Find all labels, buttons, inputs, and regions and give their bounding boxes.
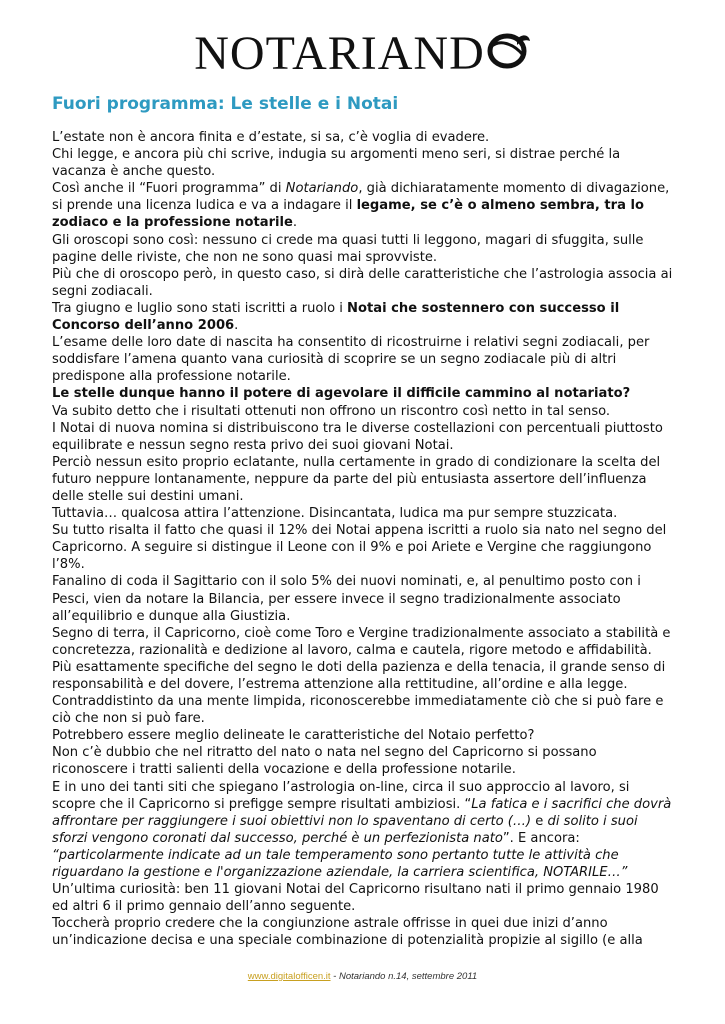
- text-run: Perciò nessun esito proprio eclatante, nulla certamente in grado di condizionare la scelta del futuro neppure lontanamente, neppure da parte del più entusiasta assertore dell’influenza delle stelle sui destini umani.: [52, 454, 661, 504]
- text-run: Su tutto risalta il fatto che quasi il 12% dei Notai appena iscritti a ruolo sia nato nel segno del Capricorno. A seguire si distingue il Leone con il 9% e poi Ariete e Vergine che raggiungono l’8%.: [52, 523, 667, 573]
- text-run: Così anche il “Fuori programma” di: [52, 181, 286, 197]
- paragraph: [52, 625, 674, 728]
- paragraph: [52, 454, 674, 505]
- text-run: , già dichiaratamente momento di divagazione, si prende una licenza ludica e va a indagare il: [52, 181, 670, 214]
- text-run: Notai che sostennero con successo il Concorso dell’anno 2006: [52, 300, 620, 334]
- text-run: Le stelle dunque hanno il potere di agevolare il difficile cammino al notariato?: [52, 386, 631, 402]
- paragraph: [52, 180, 674, 231]
- text-run: L’esame delle loro date di nascita ha consentito di ricostruirne i relativi segni zodiacali, per soddisfare l’amena quanto vana curiosità di scoprire se un segno zodiacale più di altri predispone alla professione notarile.: [52, 335, 650, 385]
- text-run: Va subito detto che i risultati ottenuti non offrono un riscontro così netto in tal senso.: [52, 403, 611, 419]
- text-run: Un’ultima curiosità: ben 11 giovani Notai del Capricorno risultano nati il primo gennaio 1980 ed altri 6 il primo gennaio dell’anno seguente.: [52, 882, 659, 915]
- paragraph: [52, 744, 674, 778]
- paragraph: [52, 573, 674, 624]
- text-run: Gli oroscopi sono così: nessuno ci crede ma quasi tutti li leggono, magari di sfuggita, sulle pagine delle riviste, che non ne sono quasi mai sprovviste.: [52, 232, 644, 265]
- text-run: I Notai di nuova nomina si distribuiscono tra le diverse costellazioni con percentuali piuttosto equilibrate e nessun segno resta privo dei suoi giovani Notai.: [52, 420, 663, 453]
- text-run: Tuttavia… qualcosa attira l’attenzione. Disincantata, ludica ma pur sempre stuzzicata.: [52, 506, 618, 522]
- paragraph: [52, 881, 674, 915]
- paragraph: [52, 300, 674, 334]
- paragraph: [52, 266, 674, 300]
- text-run: Chi legge, e ancora più chi scrive, indugia su argomenti meno seri, si distrae perché la vacanza è anche questo.: [52, 147, 621, 180]
- paragraph: [52, 129, 674, 146]
- paragraph: [52, 385, 674, 402]
- paragraph: [52, 522, 674, 573]
- text-run: Più che di oroscopo però, in questo caso, si dirà delle caratteristiche che l’astrologia associa ai segni zodiacali.: [52, 266, 673, 299]
- masthead-logo: [0, 24, 725, 88]
- paragraph: [52, 403, 674, 420]
- text-run: ”. E ancora:: [502, 830, 580, 846]
- paragraph: [52, 420, 674, 454]
- text-run: E in uno dei tanti siti che spiegano l’astrologia on-line, circa il suo approccio al lavoro, si scopre che il Capricorno si prefigge sempre risultati ambiziosi. “: [52, 779, 630, 812]
- text-run: Toccherà proprio credere che la congiunzione astrale offrisse in quei due inizi d’anno un’indicazione decisa e una speciale combinazione di potenzialità propizie al sigillo (e alla: [52, 916, 643, 949]
- text-run: legame, se c’è o almeno sembra, tra lo zodiaco e la professione notarile: [52, 198, 644, 231]
- text-run: di solito i suoi sforzi vengono coronati dal successo, perché è un perfezionista nato: [52, 813, 638, 846]
- text-run: La fatica e i sacrifici che dovrà affrontare per raggiungere i suoi obiettivi non lo spaventano di certo (…): [52, 796, 672, 829]
- footer-citation: Notariando n.14, settembre 2011: [338, 971, 478, 982]
- footer-link[interactable]: www.digitalofficen.it: [247, 971, 331, 982]
- text-run: L’estate non è ancora finita e d’estate, si sa, c’è voglia di evadere.: [52, 130, 490, 145]
- text-run: Non c’è dubbio che nel ritratto del nato o nata nel segno del Capricorno si possano riconoscere i tratti salienti della vocazione e della professione notarile.: [52, 745, 597, 778]
- paragraph: [52, 334, 674, 385]
- text-run: Potrebbero essere meglio delineate le caratteristiche del Notaio perfetto?: [52, 728, 535, 744]
- text-run: Segno di terra, il Capricorno, cioè come Toro e Vergine tradizionalmente associato a stabilità e concretezza, razionalità e dedizione al lavoro, calma e cautela, rigore metodo e affidabilità. Più esattamente specifiche del segno le doti della pazienza e della tenacia, il grande senso di responsabilità e del dovere, l’estrema attenzione alla rettitudine, all’ordine e alla legge. Contraddistinto da una mente limpida, riconoscerebbe immediatamente ciò che si può fare e ciò che non si può fare.: [52, 625, 671, 727]
- article-body: [52, 129, 674, 950]
- paragraph: [52, 915, 674, 949]
- text-run: Fanalino di coda il Sagittario con il solo 5% dei nuovi nominati, e, al penultimo posto con i Pesci, vien da notare la Bilancia, per essere invece il segno tradizionalmente associato all’equilibrio e dunque alla Giustizia.: [52, 574, 641, 624]
- text-run: .: [292, 215, 298, 231]
- paragraph: [52, 505, 674, 522]
- text-run: e: [531, 813, 548, 829]
- logo-text: NOTARIAND: [194, 27, 485, 80]
- swirl-o-icon: [487, 24, 531, 84]
- paragraph: [52, 727, 674, 744]
- article-title: Fuori programma: Le stelle e i Notai: [52, 94, 399, 114]
- text-run: Notariando: [285, 181, 359, 197]
- paragraph: [52, 146, 674, 180]
- text-run: Tra giugno e luglio sono stati iscritti a ruolo i: [52, 300, 348, 316]
- paragraph: [52, 232, 674, 266]
- paragraph: [52, 779, 674, 882]
- page-footer: [0, 971, 725, 982]
- text-run: “particolarmente indicate ad un tale temperamento sono pertanto tutte le attività che riguardano la gestione e l'organizzazione aziendale, la carriera scientifica, NOTARILE…”: [52, 847, 628, 881]
- text-run: .: [234, 318, 239, 334]
- footer-separator: -: [330, 971, 339, 982]
